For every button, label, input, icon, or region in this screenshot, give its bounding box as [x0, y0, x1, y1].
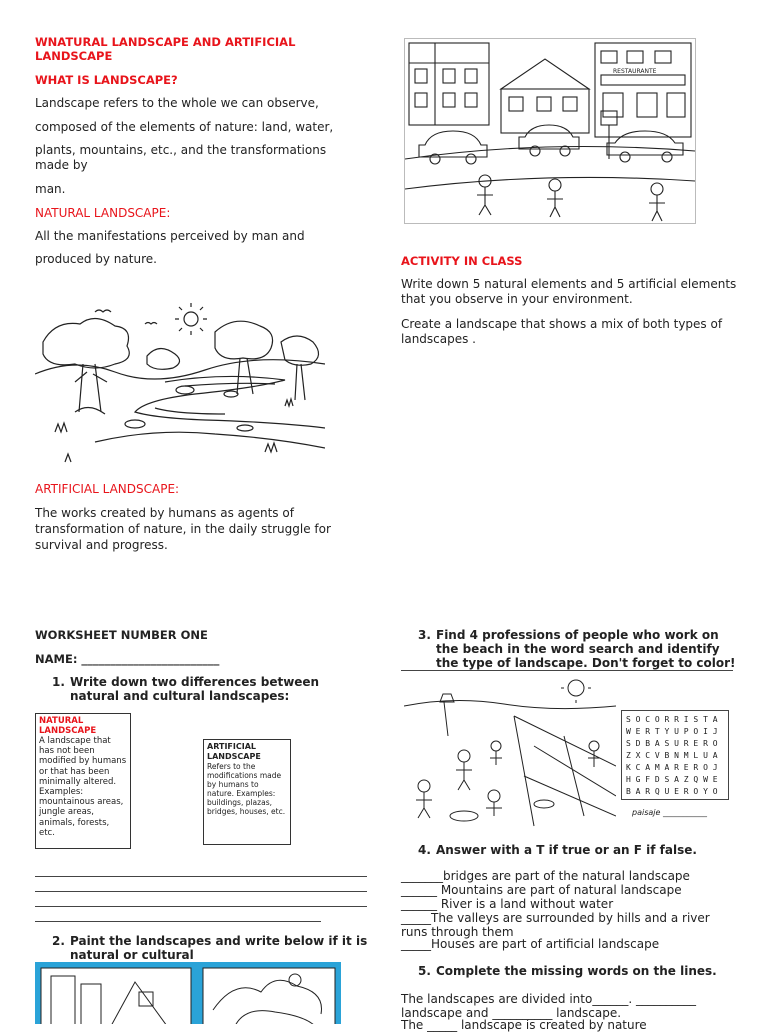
- name-field[interactable]: NAME: ________________________: [35, 652, 220, 666]
- question-4: Answer with a T if true or an F if false.: [436, 843, 697, 857]
- question-3: Find 4 professions of people who work on the beach in the word search and identify the type of landscape. Don't forget to color!: [436, 628, 736, 670]
- fill-in-sentence-cut[interactable]: The _____ landscape is created by nature: [401, 1018, 647, 1032]
- natural-definition-line: All the manifestations perceived by man and: [35, 229, 305, 243]
- natural-landscape-drawing: [35, 302, 325, 470]
- natural-landscape-box: [35, 713, 131, 849]
- answer-line[interactable]: [35, 876, 367, 877]
- artificial-box-text: Refers to the modifications made by humans to nature. Examples: buildings, plazas, bridges, houses, etc.: [207, 762, 286, 816]
- question-1: Write down two differences between natural and cultural landscapes:: [70, 675, 320, 703]
- word-search-row[interactable]: H G F D S A Z Q W E: [626, 775, 718, 784]
- question-number: 4.: [418, 843, 431, 857]
- question-5: Complete the missing words on the lines.: [436, 964, 717, 978]
- answer-line[interactable]: [35, 906, 367, 907]
- natural-landscape-illustration: [35, 302, 325, 470]
- word-search-caption[interactable]: paisaje ___________: [632, 808, 707, 817]
- definition-line: man.: [35, 182, 66, 196]
- true-false-item[interactable]: _____The valleys are surrounded by hills and a river runs through them: [401, 911, 710, 939]
- question-number: 3.: [418, 628, 431, 642]
- artificial-definition: The works created by humans as agents of transformation of nature, in the daily struggle for survival and progress.: [35, 506, 331, 552]
- activity-heading: ACTIVITY IN CLASS: [401, 254, 523, 268]
- word-search-row[interactable]: W E R T Y U P O I J: [626, 727, 718, 736]
- question-2: Paint the landscapes and write below if it is natural or cultural: [70, 934, 368, 962]
- word-search-row[interactable]: S D B A S U R E R O: [626, 739, 718, 748]
- restaurant-sign: RESTAURANTE: [613, 68, 657, 75]
- true-false-item[interactable]: _____Houses are part of artificial landscape: [401, 937, 660, 951]
- true-false-item[interactable]: _______bridges are part of the natural landscape: [401, 869, 690, 883]
- question-number: 5.: [418, 964, 431, 978]
- natural-landscape-heading: NATURAL LANDSCAPE:: [35, 206, 171, 220]
- worksheet-title: WORKSHEET NUMBER ONE: [35, 628, 208, 642]
- definition-line: composed of the elements of nature: land, water,: [35, 120, 334, 134]
- artificial-landscape-heading: ARTIFICIAL LANDSCAPE:: [35, 482, 180, 496]
- activity-instruction: Write down 5 natural elements and 5 artificial elements that you observe in your environment.: [401, 277, 737, 306]
- artificial-landscape-box: [203, 739, 291, 845]
- beach-scene-drawing: [404, 676, 616, 832]
- word-search-row[interactable]: B A R Q U E R O Y O: [626, 787, 718, 796]
- what-is-landscape-heading: WHAT IS LANDSCAPE?: [35, 73, 178, 87]
- word-search-row[interactable]: K C A M A R E R O J: [626, 763, 718, 772]
- natural-definition-line: produced by nature.: [35, 252, 157, 266]
- activity-instruction: Create a landscape that shows a mix of both types of landscapes .: [401, 317, 723, 346]
- city-scene-illustration: [404, 38, 696, 224]
- natural-box-title: NATURAL LANDSCAPE: [39, 716, 97, 736]
- natural-box-text: A landscape that has not been modified by humans or that has been minimally altered. Examples: mountainous areas, jungle areas, animals, forests, etc.: [39, 736, 127, 838]
- word-search-grid: [621, 710, 729, 800]
- fill-in-sentence[interactable]: The landscapes are divided into______. __________ landscape and __________ landscape.: [401, 992, 696, 1020]
- question-number: 2.: [52, 934, 65, 948]
- answer-line[interactable]: [401, 670, 733, 671]
- true-false-item[interactable]: ______ River is a land without water: [401, 897, 614, 911]
- definition-line: plants, mountains, etc., and the transformations made by: [35, 143, 327, 172]
- answer-line[interactable]: [35, 891, 367, 892]
- answer-line[interactable]: [35, 921, 321, 922]
- word-search-row[interactable]: S O C O R R I S T A: [626, 715, 718, 724]
- definition-line: Landscape refers to the whole we can observe,: [35, 96, 319, 110]
- artificial-box-title: ARTIFICIAL LANDSCAPE: [207, 742, 261, 761]
- true-false-item[interactable]: ______ Mountains are part of natural landscape: [401, 883, 682, 897]
- word-search-row[interactable]: Z X C V B N M L U A: [626, 751, 718, 760]
- coloring-landscapes-drawing: [35, 962, 341, 1024]
- city-scene-drawing: [405, 39, 695, 223]
- page-title: WNATURAL LANDSCAPE AND ARTIFICIAL LANDSCAPE: [35, 35, 296, 63]
- question-number: 1.: [52, 675, 65, 689]
- coloring-landscapes-image: [35, 962, 341, 1024]
- beach-scene-illustration: [404, 676, 616, 832]
